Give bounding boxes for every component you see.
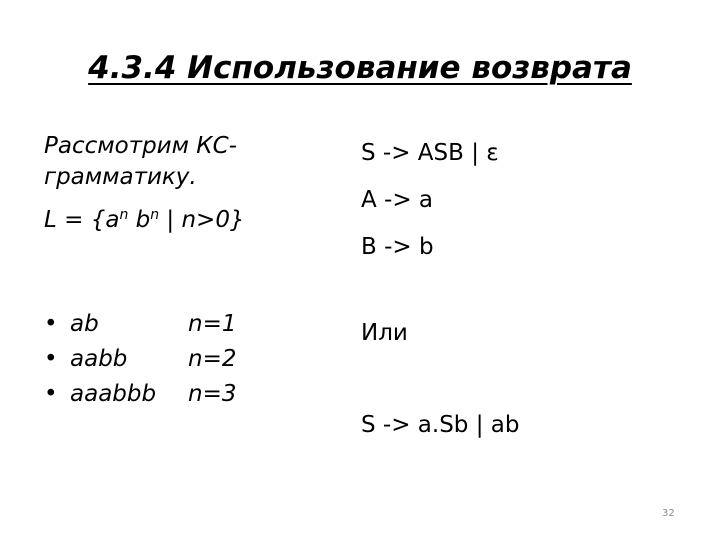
language-exponent-a: n [119, 207, 129, 223]
grammar-rule-2: A -> a [361, 187, 434, 213]
language-suffix: | n>0} [159, 207, 245, 233]
alternative-rule: S -> a.Sb | ab [361, 412, 520, 438]
examples-list [44, 307, 236, 412]
bullet-icon: • [44, 311, 58, 337]
language-exponent-b: n [150, 207, 160, 223]
list-item [44, 377, 236, 412]
page-number: 32 [662, 508, 675, 519]
language-middle: b [128, 207, 151, 233]
bullet-icon: • [44, 346, 58, 372]
example-n: n=1 [188, 311, 237, 337]
grammar-rule-3: B -> b [361, 234, 434, 260]
list-item [44, 307, 236, 342]
intro-line-1: Рассмотрим КС- [44, 133, 237, 159]
bullet-icon: • [44, 381, 58, 407]
language-definition [44, 205, 334, 236]
intro-line-2: грамматику. [44, 164, 197, 190]
example-word: ab [70, 311, 99, 337]
example-word: aabb [70, 346, 128, 372]
language-prefix: L = {a [44, 207, 120, 233]
grammar-rule-1: S -> ASB | ε [361, 140, 499, 166]
grammar-rules [361, 130, 499, 271]
example-word: aaabbb [70, 381, 157, 407]
intro-text [44, 131, 334, 236]
example-n: n=3 [188, 381, 237, 407]
or-label: Или [361, 320, 408, 346]
list-item [44, 342, 236, 377]
slide-title-text: 4.3.4 Использование возврата [88, 50, 632, 86]
slide-title [0, 48, 720, 88]
example-n: n=2 [188, 346, 237, 372]
